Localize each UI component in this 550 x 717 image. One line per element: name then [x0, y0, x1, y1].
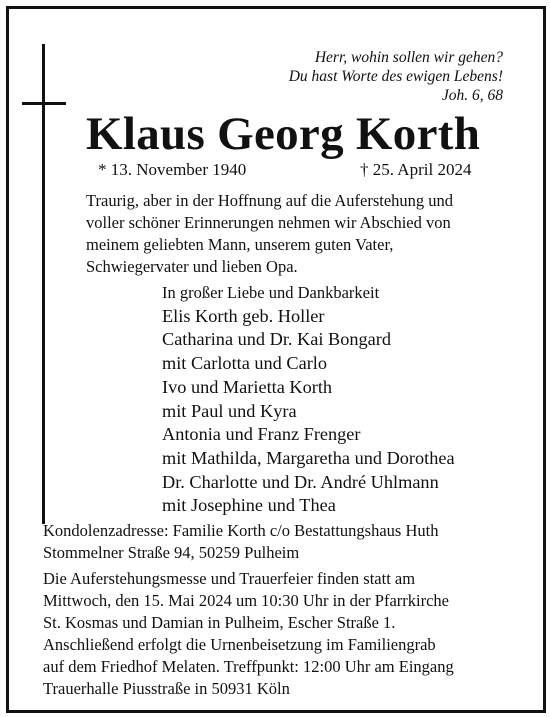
intro-line: voller schöner Erinnerungen nehmen wir Abschied von — [86, 213, 451, 232]
family-member: mit Mathilda, Margaretha und Dorothea — [162, 447, 455, 468]
cross-icon-bar — [22, 102, 66, 105]
funeral-line: auf dem Friedhof Melaten. Treffpunkt: 12:00 Uhr am Eingang — [43, 657, 454, 676]
deceased-name: Klaus Georg Korth — [86, 108, 481, 160]
family-member: mit Paul und Kyra — [162, 400, 297, 421]
family-member: Antonia und Franz Frenger — [162, 424, 361, 445]
family-member: Elis Korth geb. Holler — [162, 305, 325, 326]
intro-line: Schwiegervater und lieben Opa. — [86, 257, 298, 276]
intro-text — [86, 190, 516, 278]
condolence-address — [43, 520, 438, 564]
family-member: Ivo und Marietta Korth — [162, 376, 333, 397]
family-list — [162, 281, 455, 518]
family-member: mit Josephine und Thea — [162, 495, 336, 516]
family-lead: In großer Liebe und Dankbarkeit — [162, 283, 380, 302]
quote-reference: Joh. 6, 68 — [441, 87, 503, 104]
birth-date: * 13. November 1940 — [98, 160, 247, 179]
funeral-line: Anschließend erfolgt die Urnenbeisetzung im Familiengrab — [43, 635, 436, 654]
bible-quote — [289, 48, 503, 105]
funeral-line: Mittwoch, den 15. Mai 2024 um 10:30 Uhr in der Pfarrkirche — [43, 591, 450, 610]
family-member: Catharina und Dr. Kai Bongard — [162, 329, 391, 350]
funeral-line: Trauerhalle Piusstraße in 50931 Köln — [43, 679, 290, 698]
quote-line: Herr, wohin sollen wir gehen? — [314, 49, 503, 66]
funeral-line: Die Auferstehungsmesse und Trauerfeier finden statt am — [43, 569, 416, 588]
condolence-line: Stommelner Straße 94, 50259 Pulheim — [43, 543, 300, 562]
funeral-details — [43, 568, 523, 700]
quote-line: Du hast Worte des ewigen Lebens! — [288, 68, 503, 85]
intro-line: Traurig, aber in der Hoffnung auf die Auferstehung und — [86, 191, 454, 210]
intro-line: meinem geliebten Mann, unserem guten Vater, — [86, 235, 394, 254]
family-member: Dr. Charlotte und Dr. André Uhlmann — [162, 471, 439, 492]
death-date: † 25. April 2024 — [360, 160, 472, 179]
funeral-line: St. Kosmas und Damian in Pulheim, Escher Straße 1. — [43, 613, 396, 632]
cross-icon — [42, 44, 45, 524]
family-member: mit Carlotta und Carlo — [162, 353, 328, 374]
condolence-line: Kondolenzadresse: Familie Korth c/o Bestattungshaus Huth — [43, 521, 439, 540]
